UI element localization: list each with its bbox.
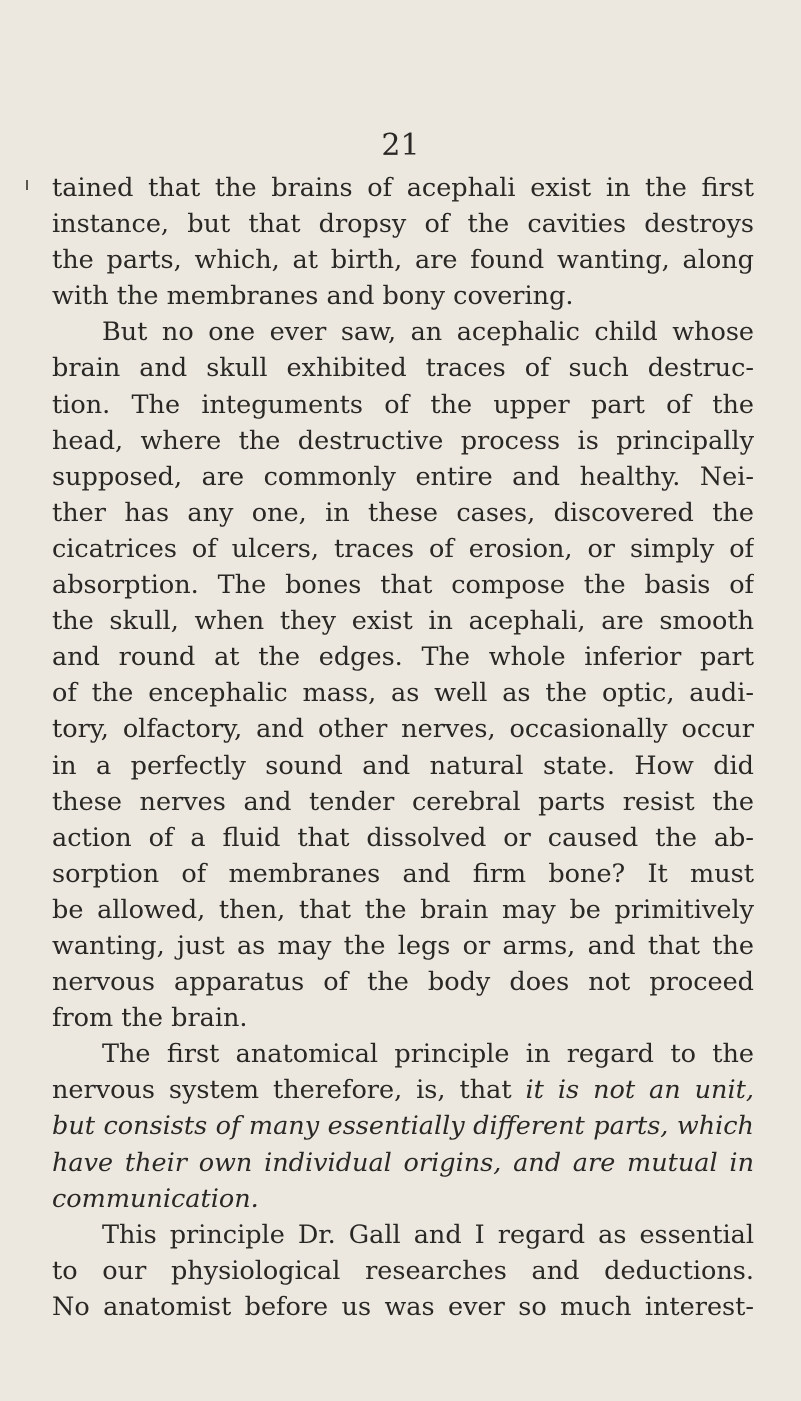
text-line: and round at the edges. The whole inferior part bbox=[52, 642, 754, 673]
text-line: but consists of many essentially different parts, which bbox=[52, 1111, 754, 1142]
text-line: sorption of membranes and firm bone? It must bbox=[52, 858, 754, 889]
body-text bbox=[52, 170, 754, 1325]
text-line: wanting, just as may the legs or arms, and that the bbox=[52, 930, 754, 961]
text-line-mixed bbox=[52, 1072, 754, 1108]
text-line: have their own individual origins, and are mutual in bbox=[52, 1147, 754, 1178]
text-line: head, where the destructive process is principally bbox=[52, 425, 754, 456]
text-line: be allowed, then, that the brain may be primitively bbox=[52, 894, 754, 925]
text-line: absorption. The bones that compose the basis of bbox=[52, 570, 754, 601]
text-line: the skull, when they exist in acephali, are smooth bbox=[52, 606, 754, 637]
text-line: these nerves and tender cerebral parts resist the bbox=[52, 786, 754, 817]
text-segment: nervous system therefore, is, that bbox=[52, 1075, 526, 1106]
text-line: ther has any one, in these cases, discovered the bbox=[52, 497, 754, 528]
text-line: in a perfectly sound and natural state. How did bbox=[52, 750, 754, 781]
text-line: from the brain. bbox=[52, 1003, 248, 1034]
text-line: No anatomist before us was ever so much interest- bbox=[52, 1291, 754, 1322]
text-line: brain and skull exhibited traces of such destruc- bbox=[52, 353, 754, 384]
text-line: The first anatomical principle in regard to the bbox=[102, 1039, 754, 1070]
text-line: communication. bbox=[52, 1183, 259, 1214]
text-line: action of a fluid that dissolved or caused the ab- bbox=[52, 822, 754, 853]
text-line: cicatrices of ulcers, traces of erosion, or simply of bbox=[52, 533, 754, 564]
text-line: But no one ever saw, an acephalic child whose bbox=[102, 317, 754, 348]
text-line: nervous apparatus of the body does not proceed bbox=[52, 967, 754, 998]
text-line: tained that the brains of acephali exist in the first bbox=[52, 173, 754, 203]
text-line: instance, but that dropsy of the cavities destroys bbox=[52, 209, 754, 240]
text-line: tory, olfactory, and other nerves, occasionally occur bbox=[52, 714, 754, 745]
text-line: to our physiological researches and deductions. bbox=[52, 1255, 754, 1286]
text-line: with the membranes and bony covering. bbox=[52, 281, 574, 312]
margin-mark bbox=[26, 180, 28, 190]
text-line: of the encephalic mass, as well as the optic, audi- bbox=[52, 678, 754, 709]
text-line: tion. The integuments of the upper part of the bbox=[52, 389, 754, 420]
text-line: supposed, are commonly entire and healthy. Nei- bbox=[52, 461, 754, 492]
page-number: 21 bbox=[381, 128, 420, 163]
text-segment-italic: it is not an unit, bbox=[525, 1075, 754, 1106]
text-line: the parts, which, at birth, are found wanting, along bbox=[52, 245, 754, 276]
text-line: This principle Dr. Gall and I regard as essential bbox=[102, 1219, 754, 1250]
